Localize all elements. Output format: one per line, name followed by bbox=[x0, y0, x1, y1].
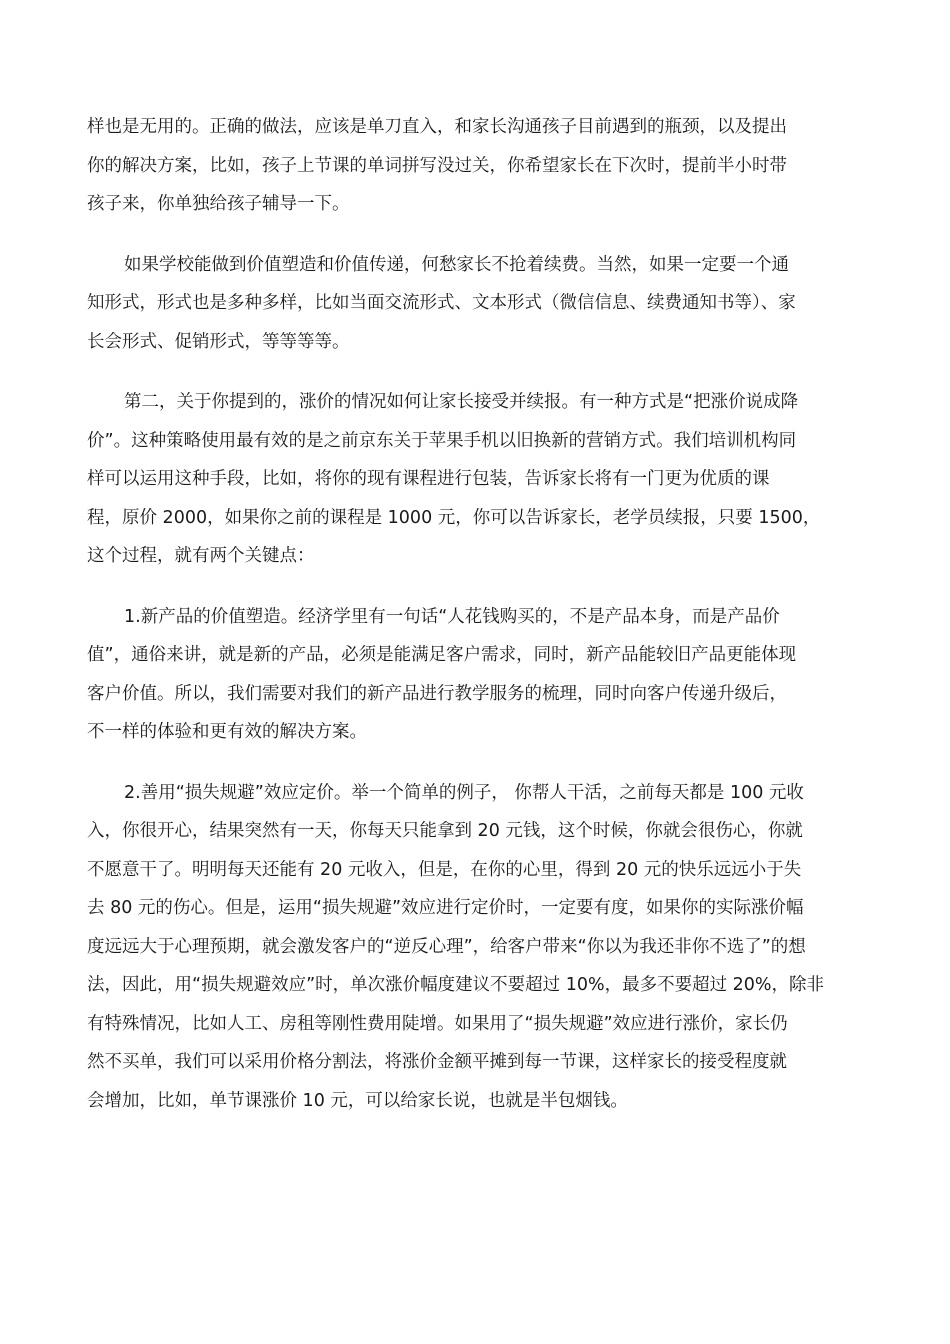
text-line: 客户价值。所以，我们需要对我们的新产品进行教学服务的梳理，同时向客户传递升级后， bbox=[87, 683, 787, 704]
paragraph-3 bbox=[87, 383, 863, 576]
text-line: 孩子来，你单独给孩子辅导一下。 bbox=[87, 194, 350, 214]
text-line: 值”，通俗来讲，就是新的产品，必须是能满足客户需求，同时，新产品能较旧产品更能体现 bbox=[87, 645, 797, 665]
text-line: 程，原价 2000，如果你之前的课程是 1000 元，你可以告诉家长，老学员续报，只要 1500， bbox=[87, 507, 821, 528]
text-line: 长会形式、促销形式，等等等等。 bbox=[87, 331, 350, 352]
text-line: 不一样的体验和更有效的解决方案。 bbox=[87, 722, 367, 742]
text-line: 1.新产品的价值塑造。经济学里有一句话“人花钱购买的，不是产品本身，而是产品价 bbox=[124, 606, 780, 627]
text-line: 价”。这种策略使用最有效的是之前京东关于苹果手机以旧换新的营销方式。我们培训机构同 bbox=[87, 430, 797, 451]
text-line: 法，因此，用“损失规避效应”时，单次涨价幅度建议不要超过 10%，最多不要超过 20%，除非 bbox=[87, 975, 825, 995]
paragraph-1 bbox=[87, 108, 863, 224]
text-line: 去 80 元的伤心。但是，运用“损失规避”效应进行定价时，一定要有度，如果你的实际涨价幅 bbox=[87, 898, 804, 918]
paragraph-4 bbox=[87, 598, 863, 752]
text-line: 有特殊情况，比如人工、房租等刚性费用陡增。如果用了“损失规避”效应进行涨价，家长仍 bbox=[87, 1013, 788, 1034]
text-line: 样也是无用的。正确的做法，应该是单刀直入，和家长沟通孩子目前遇到的瓶颈，以及提出 bbox=[87, 117, 787, 137]
text-line: 入，你很开心，结果突然有一天，你每天只能拿到 20 元钱，这个时候，你就会很伤心，你就 bbox=[87, 821, 803, 841]
text-line: 2.善用“损失规避”效应定价。举一个简单的例子， 你帮人干活，之前每天都是 100 元收 bbox=[124, 782, 804, 803]
paragraph-5 bbox=[87, 774, 863, 1121]
text-line: 然不买单，我们可以采用价格分割法，将涨价金额平摊到每一节课，这样家长的接受程度就 bbox=[87, 1052, 787, 1072]
text-line: 你的解决方案，比如，孩子上节课的单词拼写没过关，你希望家长在下次时，提前半小时带 bbox=[87, 155, 787, 176]
text-line: 会增加，比如，单节课涨价 10 元，可以给家长说，也就是半包烟钱。 bbox=[87, 1090, 628, 1111]
text-line: 样可以运用这种手段，比如，将你的现有课程进行包装，告诉家长将有一门更为优质的课 bbox=[87, 469, 770, 489]
text-line: 这个过程，就有两个关键点： bbox=[87, 546, 315, 566]
text-line: 不愿意干了。明明每天还能有 20 元收入，但是，在你的心里，得到 20 元的快乐远远小于失 bbox=[87, 859, 802, 880]
text-line: 如果学校能做到价值塑造和价值传递，何愁家长不抢着续费。当然，如果一定要一个通 bbox=[124, 254, 789, 275]
document-body bbox=[87, 108, 863, 1142]
text-line: 知形式，形式也是多种多样，比如当面交流形式、文本形式（微信信息、续费通知书等）、家 bbox=[87, 293, 796, 313]
text-line: 度远远大于心理预期，就会激发客户的“逆反心理”，给客户带来“你以为我还非你不选了”的想 bbox=[87, 936, 806, 957]
text-line: 第二，关于你提到的，涨价的情况如何让家长接受并续报。有一种方式是“把涨价说成降 bbox=[124, 392, 799, 412]
paragraph-2 bbox=[87, 246, 863, 362]
